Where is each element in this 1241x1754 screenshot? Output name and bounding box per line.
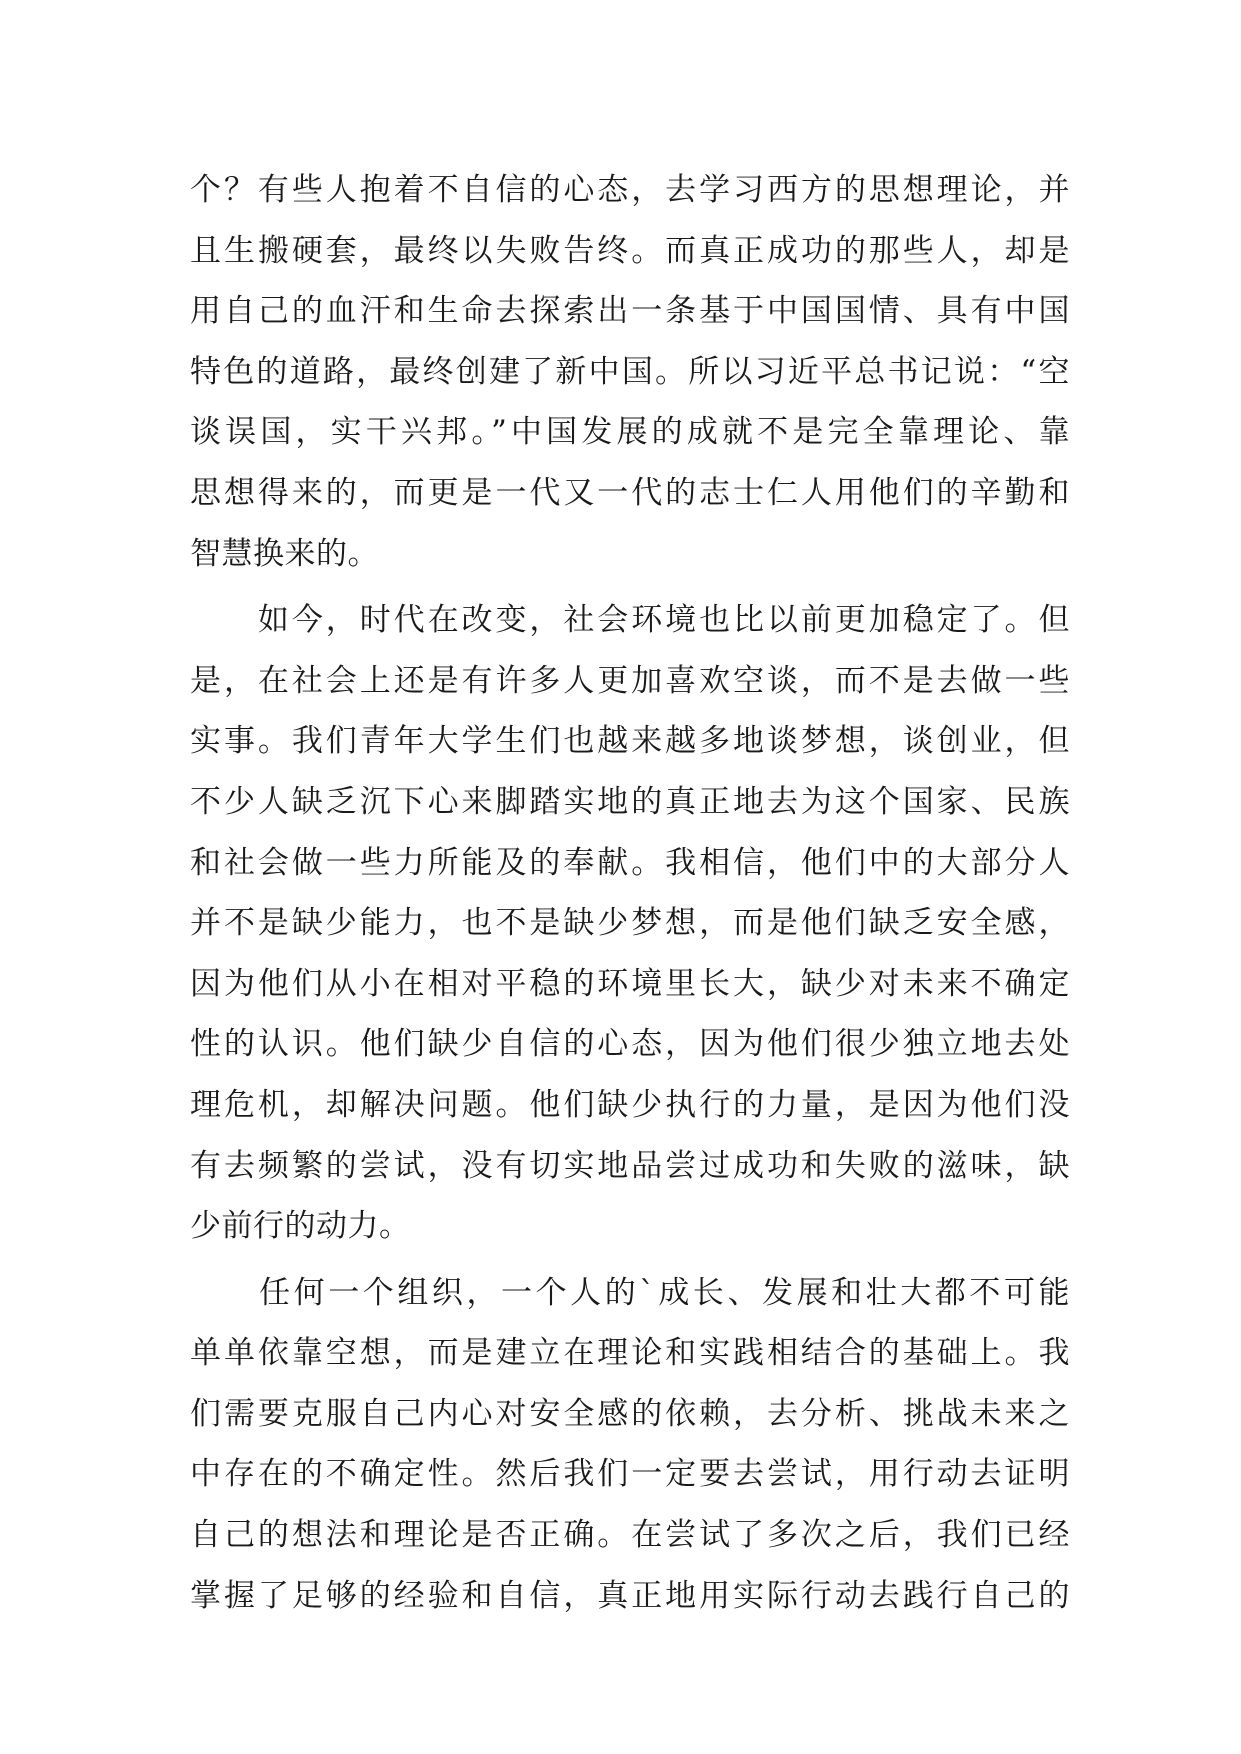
text-line: 如今，时代在改变，社会环境也比以前更加稳定了。但 bbox=[190, 602, 1070, 639]
text-line: 少前行的动力。 bbox=[190, 1208, 411, 1245]
text-line: 理危机，却解决问题。他们缺少执行的力量，是因为他们没 bbox=[190, 1086, 1070, 1123]
text-line: 因为他们从小在相对平稳的环境里长大，缺少对未来不确定 bbox=[190, 965, 1070, 1002]
paragraph-1 bbox=[190, 160, 1070, 584]
text-line: 智慧换来的。 bbox=[190, 535, 379, 572]
text-line: 和社会做一些力所能及的奉献。我相信，他们中的大部分人 bbox=[190, 844, 1070, 881]
text-line: 不少人缺乏沉下心来脚踏实地的真正地去为这个国家、民族 bbox=[190, 783, 1070, 820]
text-line: 们需要克服自己内心对安全感的依赖，去分析、挑战未来之 bbox=[190, 1395, 1070, 1432]
document-body bbox=[190, 160, 1070, 1626]
paragraph-3 bbox=[190, 1263, 1070, 1627]
text-line: 且生搬硬套，最终以失败告终。而真正成功的那些人，却是 bbox=[190, 232, 1070, 269]
text-line: 中存在的不确定性。然后我们一定要去尝试，用行动去证明 bbox=[190, 1456, 1070, 1493]
text-line: 谈误国，实干兴邦。”中国发展的成就不是完全靠理论、靠 bbox=[190, 414, 1070, 451]
text-line: 自己的想法和理论是否正确。在尝试了多次之后，我们已经 bbox=[190, 1517, 1070, 1554]
text-line: 是，在社会上还是有许多人更加喜欢空谈，而不是去做一些 bbox=[190, 662, 1070, 699]
text-line: 实事。我们青年大学生们也越来越多地谈梦想，谈创业，但 bbox=[190, 723, 1070, 760]
text-line: 性的认识。他们缺少自信的心态，因为他们很少独立地去处 bbox=[190, 1026, 1070, 1063]
text-line: 并不是缺少能力，也不是缺少梦想，而是他们缺乏安全感， bbox=[190, 905, 1070, 942]
text-line: 掌握了足够的经验和自信，真正地用实际行动去践行自己的 bbox=[190, 1577, 1070, 1614]
text-line: 有去频繁的尝试，没有切实地品尝过成功和失败的滋味，缺 bbox=[190, 1147, 1070, 1184]
text-line: 任何一个组织，一个人的`成长、发展和壮大都不可能 bbox=[190, 1274, 1070, 1311]
text-line: 特色的道路，最终创建了新中国。所以习近平总书记说：“空 bbox=[190, 353, 1070, 390]
text-line: 用自己的血汗和生命去探索出一条基于中国国情、具有中国 bbox=[190, 293, 1070, 330]
text-line: 单单依靠空想，而是建立在理论和实践相结合的基础上。我 bbox=[190, 1335, 1070, 1372]
text-line: 思想得来的，而更是一代又一代的志士仁人用他们的辛勤和 bbox=[190, 474, 1070, 511]
paragraph-2 bbox=[190, 590, 1070, 1257]
text-line: 个？有些人抱着不自信的心态，去学习西方的思想理论，并 bbox=[190, 172, 1070, 208]
